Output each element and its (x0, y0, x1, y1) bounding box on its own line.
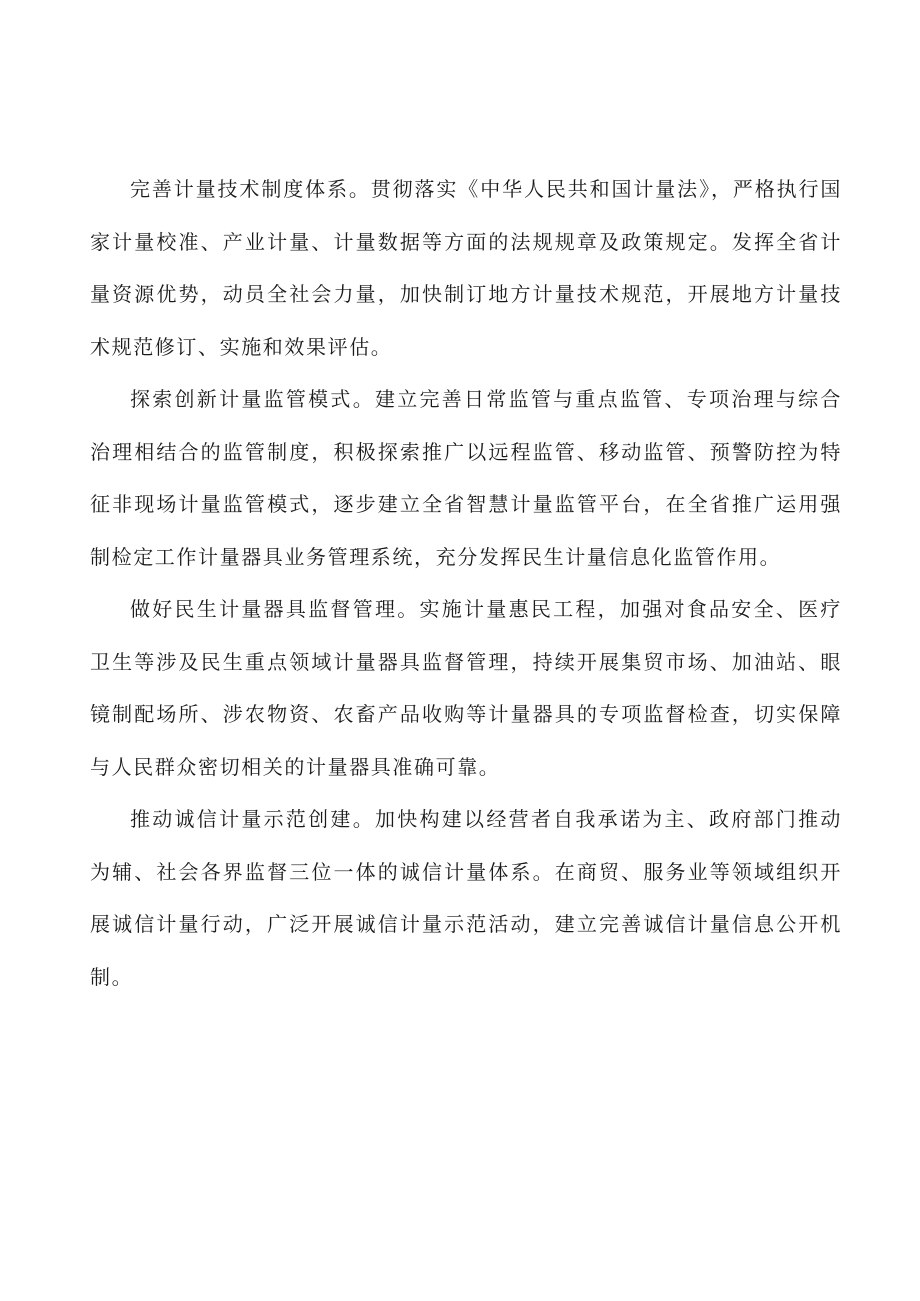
paragraph-supervision-mode: 探索创新计量监管模式。建立完善日常监管与重点监管、专项治理与综合治理相结合的监管制度，积极探索推广以远程监管、移动监管、预警防控为特征非现场计量监管模式，逐步建立全省智慧计量监管平台，在全省推广运用强制检定工作计量器具业务管理系统，充分发挥民生计量信息化监管作用。 (90, 387, 842, 569)
document-body (90, 163, 842, 1003)
paragraph-livelihood-instruments: 做好民生计量器具监督管理。实施计量惠民工程，加强对食品安全、医疗卫生等涉及民生重点领域计量器具监督管理，持续开展集贸市场、加油站、眼镜制配场所、涉农物资、农畜产品收购等计量器具的专项监督检查，切实保障与人民群众密切相关的计量器具准确可靠。 (90, 597, 842, 779)
paragraph-measurement-system: 完善计量技术制度体系。贯彻落实《中华人民共和国计量法》，严格执行国家计量校准、产业计量、计量数据等方面的法规规章及政策规定。发挥全省计量资源优势，动员全社会力量，加快制订地方计量技术规范，开展地方计量技术规范修订、实施和效果评估。 (90, 177, 842, 359)
paragraph-integrity-demonstration: 推动诚信计量示范创建。加快构建以经营者自我承诺为主、政府部门推动为辅、社会各界监督三位一体的诚信计量体系。在商贸、服务业等领域组织开展诚信计量行动，广泛开展诚信计量示范活动，建立完善诚信计量信息公开机制。 (90, 807, 842, 989)
